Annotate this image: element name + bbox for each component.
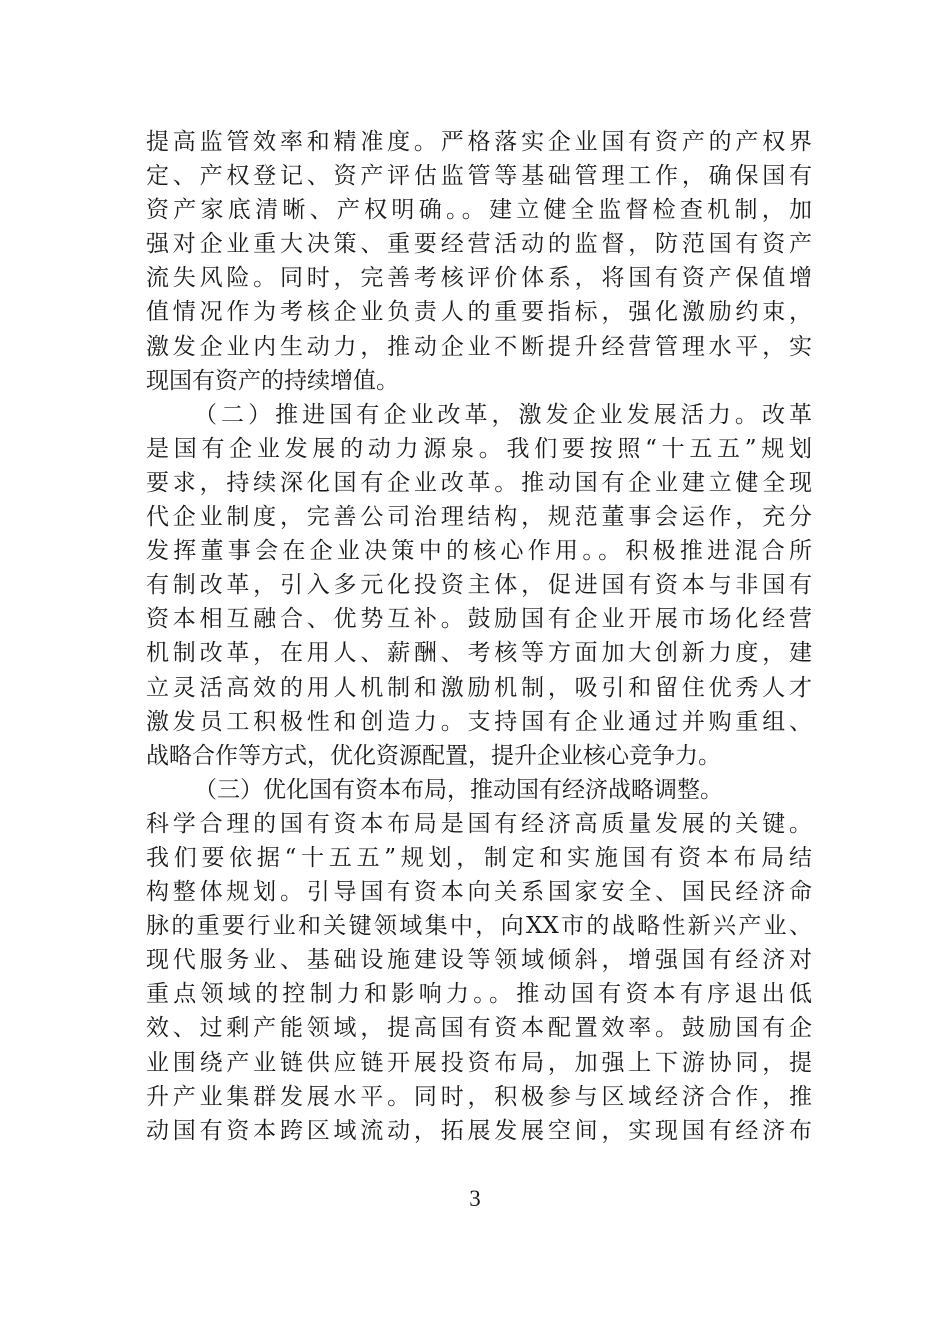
text-line: 重点领域的控制力和影响力。。推动国有资本有序退出低 (146, 981, 812, 1008)
text-line: 激发员工积极性和创造力。支持国有企业通过并购重组、 (146, 708, 812, 735)
text-line: 机制改革，在用人、薪酬、考核等方面加大创新力度，建 (146, 640, 812, 667)
text-line: 值情况作为考核企业负责人的重要指标，强化激励约束， (146, 299, 812, 326)
text-line: 激发企业内生动力，推动企业不断提升经营管理水平，实 (146, 333, 812, 360)
text-line: 发挥董事会在企业决策中的核心作用。。积极推进混合所 (146, 538, 812, 565)
text-line: 立灵活高效的用人机制和激励机制，吸引和留住优秀人才 (146, 674, 812, 701)
text-line: 流失风险。同时，完善考核评价体系，将国有资产保值增 (146, 265, 812, 292)
text-line: 业围绕产业链供应链开展投资布局，加强上下游协同，提 (146, 1049, 812, 1076)
text-line: 有制改革，引入多元化投资主体，促进国有资本与非国有 (146, 572, 812, 599)
text-line: 提高监管效率和精准度。严格落实企业国有资产的产权界 (146, 129, 812, 155)
text-line: 要求，持续深化国有企业改革。推动国有企业建立健全现 (146, 469, 812, 496)
text-line: 现代服务业、基础设施建设等领域倾斜，增强国有经济对 (146, 947, 812, 974)
text-line: 效、过剩产能领域，提高国有资本配置效率。鼓励国有企 (146, 1015, 812, 1042)
text-line: 升产业集群发展水平。同时，积极参与区域经济合作，推 (146, 1083, 812, 1110)
text-line: 脉的重要行业和关键领域集中，向XX市的战略性新兴产业、 (146, 913, 812, 940)
text-line: 我们要依据“十五五”规划，制定和实施国有资本布局结 (146, 844, 812, 871)
text-line: 资产家底清晰、产权明确。。建立健全监督检查机制，加 (146, 197, 812, 224)
text-line: 强对企业重大决策、重要经营活动的监督，防范国有资产 (146, 231, 812, 258)
text-line: 战略合作等方式，优化资源配置，提升企业核心竞争力。 (146, 742, 721, 769)
text-line: 现国有资产的持续增值。 (146, 367, 399, 394)
text-line: 是国有企业发展的动力源泉。我们要按照“十五五”规划 (146, 435, 812, 462)
body-text (146, 125, 812, 1148)
page-number: 3 (469, 1186, 481, 1211)
text-line: 代企业制度，完善公司治理结构，规范董事会运作，充分 (146, 504, 812, 531)
text-line: 资本相互融合、优势互补。鼓励国有企业开展市场化经营 (146, 606, 812, 633)
text-line: 构整体规划。引导国有资本向关系国家安全、国民经济命 (146, 879, 812, 906)
section-heading-line: （三）优化国有资本布局，推动国有经济战略调整。 (194, 776, 723, 803)
section-heading-line: （二）推进国有企业改革，激发企业发展活力。改革 (194, 401, 812, 428)
text-line: 科学合理的国有资本布局是国有经济高质量发展的关键。 (146, 810, 812, 837)
text-line: 动国有资本跨区域流动，拓展发展空间，实现国有经济布 (146, 1117, 812, 1144)
text-line: 定、产权登记、资产评估监管等基础管理工作，确保国有 (146, 163, 812, 190)
